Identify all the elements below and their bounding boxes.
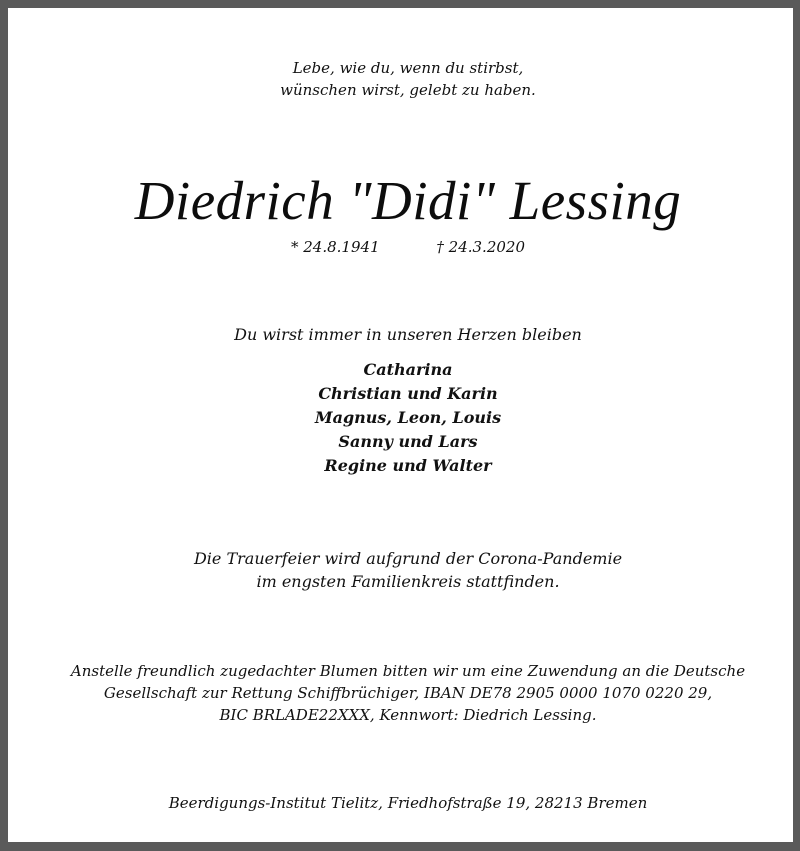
birth-date: * 24.8.1941 [291,238,380,256]
mourner-entry: Christian und Karin [318,384,498,403]
motto-line-2: wünschen wirst, gelebt zu haben. [280,81,536,99]
life-dates [8,237,800,257]
mourner-entry: Regine und Walter [324,456,492,475]
mourner-entry: Magnus, Leon, Louis [314,408,502,427]
mourners-list [8,358,800,478]
motto-line-1: Lebe, wie du, wenn du stirbst, [292,59,524,77]
donation-line-1: Anstelle freundlich zugedachter Blumen bitten wir um eine Zuwendung an die Deutsche [70,662,746,680]
donation-line-2: Gesellschaft zur Rettung Schiffbrüchiger, IBAN DE78 2905 0000 1070 0220 29, [103,684,713,702]
farewell-message: Du wirst immer in unseren Herzen bleiben [234,325,582,344]
death-date: † 24.3.2020 [436,238,525,256]
ceremony-notice [8,547,800,593]
mourner-entry: Sanny und Lars [338,432,478,451]
funeral-home-address: Beerdigungs-Institut Tielitz, Friedhofstraße 19, 28213 Bremen [168,794,648,812]
deceased-name: Diedrich "Didi" Lessing [134,170,682,231]
ceremony-line-2: im engsten Familienkreis stattfinden. [256,572,560,591]
donation-request [8,660,800,726]
motto-quote [8,57,800,101]
donation-line-3: BIC BRLADE22XXX, Kennwort: Diedrich Lessing. [219,706,597,724]
ceremony-line-1: Die Trauerfeier wird aufgrund der Corona-Pandemie [193,549,623,568]
mourner-entry: Catharina [363,360,453,379]
